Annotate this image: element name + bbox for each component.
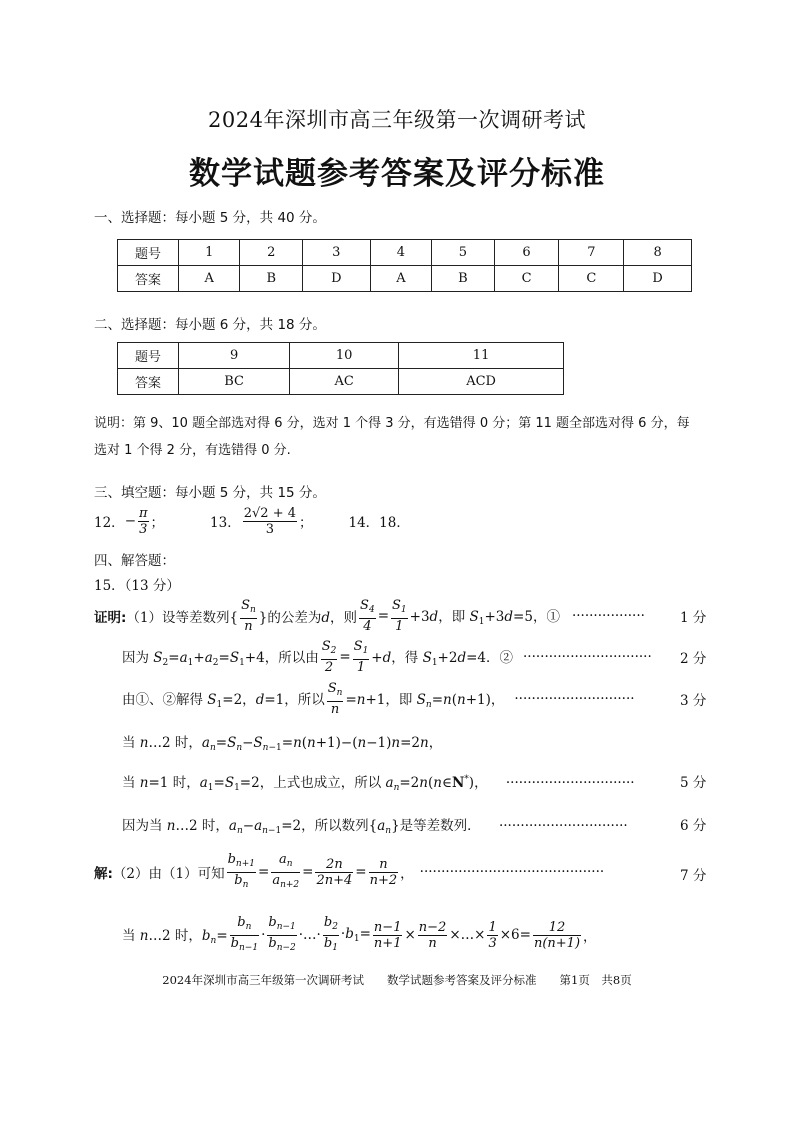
proof-line-5: 当 n=1 时，$a_1=S_1=2$，上式也成立，所以 $a_n=2n(n\in N^*)$， ······························ <box>122 774 635 793</box>
solution-line-2: 当 n…2 时，$b_n=$ $\frac{b_n}{b_{n-1}}$ · $\frac{b_{n-1}}{b_{n-2}}$ ·…· $\frac{b_2}{b_1}$ $\cdot b_1=$ $\frac{n-1}{n+1}$ × $\frac{n-2}{n}$ ×…× $\frac{1}{3}$ ×6= $\frac{12}{n(n+1)}$ ， <box>122 914 597 953</box>
proof-line-3: 由①、②解得 $S_1=2$，d=1，所以 $\frac{S_n}{n}$ =n+1，即 $S_n=n(n+1)$， ···························· <box>122 681 635 717</box>
q13-numerator: 2√2 + 4 <box>243 505 296 521</box>
answer-cell: ACD <box>399 369 564 395</box>
proof-label: 证明: <box>94 610 127 626</box>
table-row <box>118 266 692 292</box>
q14-answer: 14．18． <box>348 515 410 531</box>
page-footer: 2024年深圳市高三年级第一次调研考试 数学试题参考答案及评分标准 第1页 共8页 <box>162 973 632 987</box>
section3-heading: 三、填空题：每小题 5 分，共 15 分。 <box>94 485 326 501</box>
question-number: 4 <box>370 240 431 266</box>
question-number: 6 <box>494 240 559 266</box>
answer-cell: BC <box>179 369 290 395</box>
proof-line-2: 因为 $S_2=a_1+a_2=S_1+4$，所以由 $\frac{S_2}{2}$ = $\frac{S_1}{1}$ +d，得 $S_1+2d=4$．② ······························ <box>122 639 652 675</box>
proof-line-1: 证明: （1）设等差数列{ $\frac{S_n}{n}$ }的公差为d，则 $\frac{S_4}{4}$ = $\frac{S_1}{1}$ +3d，即 $S_1+3d=5$，① ················· <box>94 598 645 634</box>
q13-denominator: 3 <box>265 521 274 537</box>
exam-title: 2024年深圳市高三年级第一次调研考试 <box>208 108 586 132</box>
score-6: 7 分 <box>680 868 707 884</box>
question-number: 10 <box>290 343 399 369</box>
q12-label: 12． <box>94 515 125 531</box>
answer-cell: AC <box>290 369 399 395</box>
score-2: 2 分 <box>680 651 707 667</box>
section4-heading: 四、解答题： <box>94 553 175 569</box>
score-1: 1 分 <box>680 610 707 626</box>
q13-end: ； <box>299 515 313 531</box>
q13-fraction <box>243 506 297 537</box>
row-label: 题号 <box>118 240 179 266</box>
row-label: 答案 <box>118 369 179 395</box>
solution-line-1: 解: （2）由（1）可知 $\frac{b_{n+1}}{b_n}$ = $\frac{a_n}{a_{n+2}}$ = $\frac{2n}{2n+4}$ = $\frac{n}{n+2}$ ， ··········································· <box>94 851 605 890</box>
section1-heading: 一、选择题：每小题 5 分，共 40 分。 <box>94 210 326 226</box>
proof-line-4: 当 n…2 时，$a_n=S_n-S_{n-1}=n(n+1)-(n-1)n=2n$， <box>122 735 443 753</box>
q12-end: ； <box>150 515 165 531</box>
question-number: 9 <box>179 343 290 369</box>
section1-answer-table <box>117 239 692 292</box>
answer-cell: C <box>494 266 559 292</box>
section2-answer-table <box>117 342 564 395</box>
fill-answers-line <box>94 499 410 543</box>
table-row <box>118 343 564 369</box>
document-title: 数学试题参考答案及评分标准 <box>189 156 605 192</box>
question-number: 3 <box>302 240 370 266</box>
section2-heading: 二、选择题：每小题 6 分，共 18 分。 <box>94 317 326 333</box>
score-5: 6 分 <box>680 818 707 834</box>
row-label: 答案 <box>118 266 179 292</box>
scoring-note-line1: 说明：第 9、10 题全部选对得 6 分，选对 1 个得 3 分，有选错得 0 分；第 11 题全部选对得 6 分，每 <box>94 416 690 431</box>
table-row <box>118 240 692 266</box>
question-number: 5 <box>432 240 495 266</box>
score-3: 3 分 <box>680 693 707 709</box>
answer-cell: D <box>302 266 370 292</box>
q12-denominator: 3 <box>139 521 148 537</box>
q12-fraction <box>138 506 149 537</box>
q12-numerator: π <box>139 505 148 521</box>
answer-cell: D <box>624 266 692 292</box>
answer-cell: B <box>432 266 495 292</box>
answer-cell: A <box>370 266 431 292</box>
q15-label: 15．（13 分） <box>94 578 180 594</box>
question-number: 7 <box>559 240 624 266</box>
table-row <box>118 369 564 395</box>
question-number: 1 <box>179 240 240 266</box>
answer-cell: B <box>240 266 303 292</box>
question-number: 2 <box>240 240 303 266</box>
proof-line-6: 因为当 n…2 时，$a_n-a_{n-1}=2$，所以数列$\{a_n\}$是等差数列． ······························ <box>122 818 628 836</box>
q13-label: 13． <box>210 515 241 531</box>
answer-cell: A <box>179 266 240 292</box>
row-label: 题号 <box>118 343 179 369</box>
solve-label: 解: <box>94 866 113 882</box>
score-4: 5 分 <box>680 775 707 791</box>
question-number: 11 <box>399 343 564 369</box>
q12-sign: − <box>124 513 136 529</box>
answer-cell: C <box>559 266 624 292</box>
question-number: 8 <box>624 240 692 266</box>
scoring-note-line2: 选对 1 个得 2 分，有选错得 0 分. <box>94 443 291 458</box>
